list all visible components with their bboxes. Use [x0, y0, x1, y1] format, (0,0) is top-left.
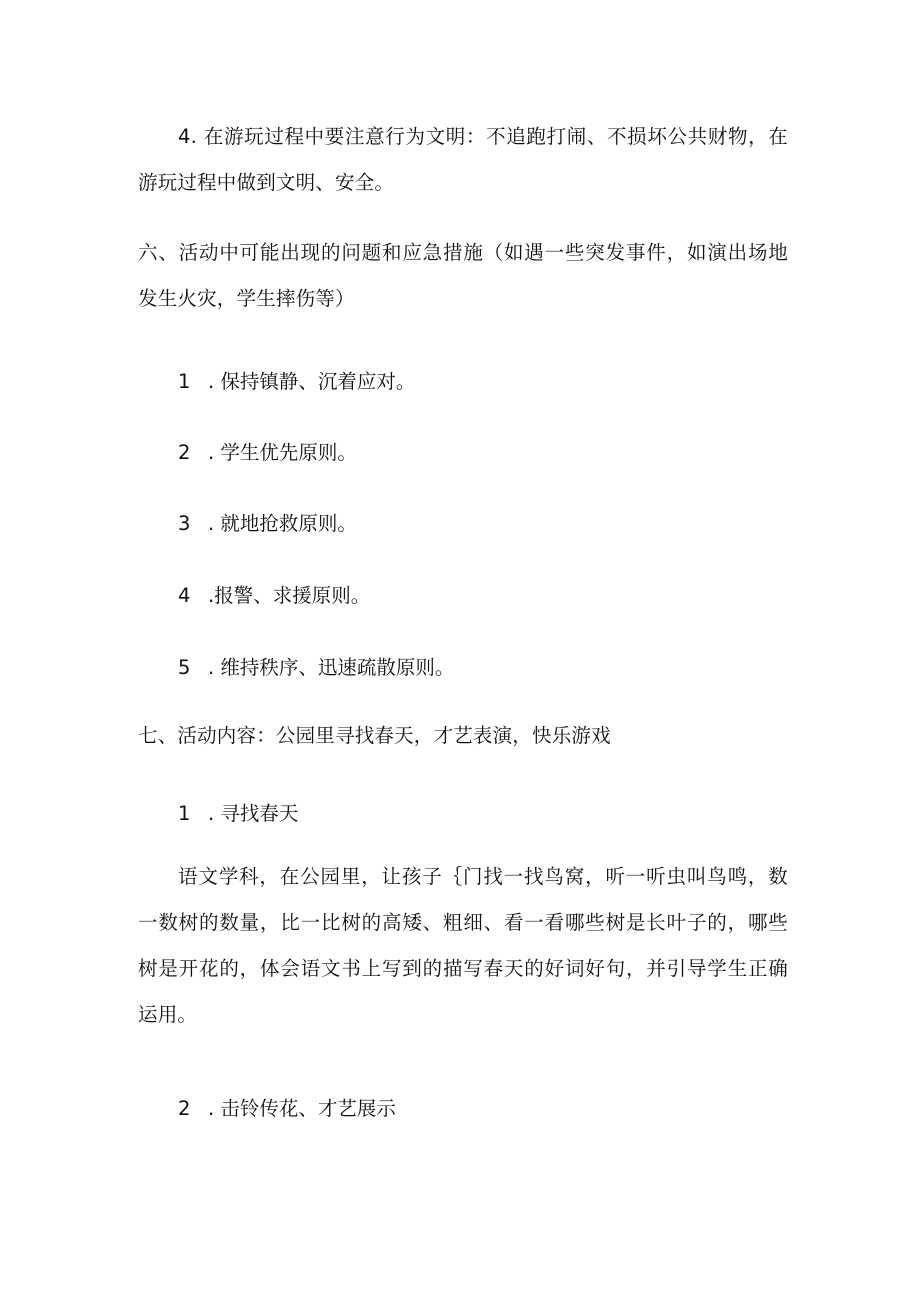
measure-text: . 学生优先原则。 — [208, 441, 357, 464]
measure-text: . 维持秩序、迅速疏散原则。 — [208, 656, 455, 679]
subheading-text: . 击铃传花、才艺展示 — [208, 1097, 396, 1120]
measure-number: 3 — [178, 512, 191, 535]
subheading-pass-flower — [178, 1094, 396, 1124]
measure-text: . 就地抢救原则。 — [208, 512, 357, 535]
measure-number: 1 — [178, 370, 191, 393]
measure-item-5 — [178, 653, 454, 683]
section-heading-seven: 七、活动内容：公园里寻找春天，才艺表演，快乐游戏 — [138, 724, 611, 747]
measure-item-2 — [178, 438, 357, 468]
measure-item-4 — [178, 581, 370, 611]
paragraph-chinese-subject: 语文学科，在公园里，让孩子｛门找一找鸟窝，听一听虫叫鸟鸣，数一数树的数量，比一比树的高矮、粗细、看一看哪些树是长叶子的，哪些树是开花的，体会语文书上写到的描写春天的好词好句，并引导学生正确运用。 — [138, 865, 788, 1026]
measure-number: 5 — [178, 656, 191, 679]
subheading-text: . 寻找春天 — [208, 802, 299, 825]
measure-number: 2 — [178, 441, 191, 464]
paragraph-civilized-behavior: 4. 在游玩过程中要注意行为文明：不追跑打闹、不损坏公共财物，在游玩过程中做到文明、安全。 — [138, 125, 788, 194]
section-heading-six: 六、活动中可能出现的问题和应急措施（如遇一些突发事件，如演出场地发生火灾，学生摔伤等） — [138, 241, 788, 310]
measure-number: 4 — [178, 584, 191, 607]
subheading-number: 1 — [178, 802, 191, 825]
measure-text: .报警、求援原则。 — [208, 584, 371, 607]
measure-item-1 — [178, 367, 415, 397]
measure-item-3 — [178, 509, 357, 539]
subheading-number: 2 — [178, 1097, 191, 1120]
subheading-find-spring — [178, 799, 298, 829]
measure-text: . 保持镇静、沉着应对。 — [208, 370, 416, 393]
